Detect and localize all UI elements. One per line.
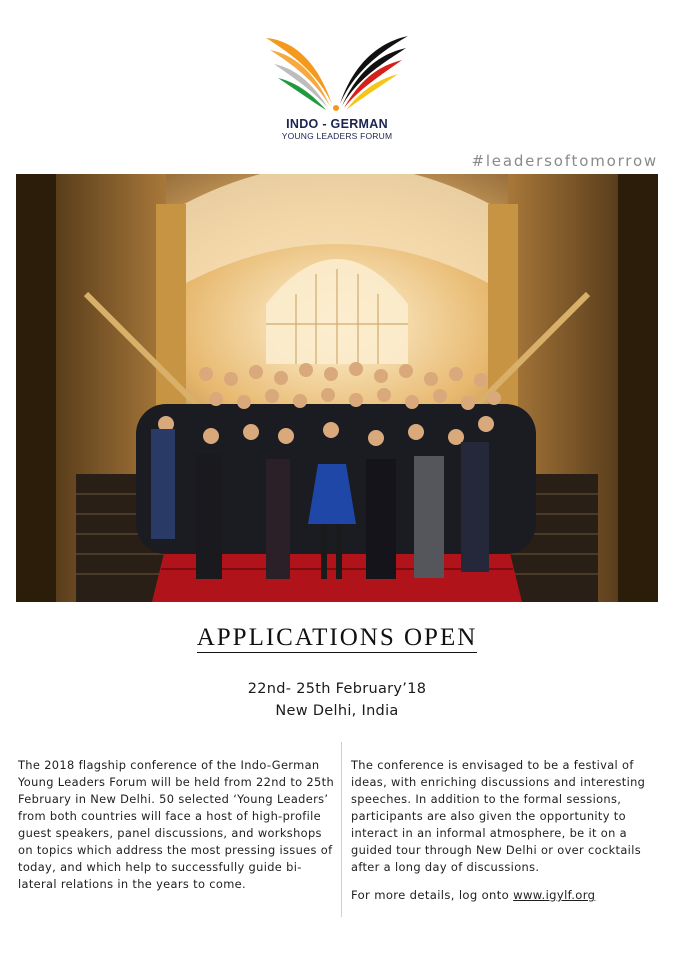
forum-logo (260, 30, 414, 140)
details-prefix: For more details, log onto (351, 888, 510, 902)
logo-title: INDO - GERMAN (286, 117, 388, 131)
column-divider (341, 742, 342, 917)
headline-text: APPLICATIONS OPEN (196, 624, 478, 651)
website-link[interactable]: www.igylf.org (513, 888, 596, 902)
headline (0, 624, 674, 652)
hashtag: #leadersoftomorrow (471, 152, 658, 170)
details-line (351, 888, 595, 902)
group-photo (16, 174, 658, 602)
body-right-paragraph: The conference is envisaged to be a festival of ideas, with enriching discussions and interesting speeches. In addition to the formal sessions, participants are also given the opportunity to interact in an informal atmosphere, be it on a guided tour through New Delhi or over cocktails after a long day of discussions. (351, 758, 646, 874)
event-location: New Delhi, India (275, 703, 399, 719)
logo-subtitle: YOUNG LEADERS FORUM (281, 131, 393, 141)
event-dates: 22nd- 25th February’18 (247, 681, 427, 697)
body-left-paragraph: The 2018 flagship conference of the Indo-German Young Leaders Forum will be held from 22nd to 25th February in New Delhi. 50 selected ‘Young Leaders’ from both countries will face a host of high-profile guest speakers, panel discussions, and workshops on topics which address the most pressing issues of today, and which help to successfully guide bi-lateral relations in the years to come. (18, 758, 335, 891)
wings-logo-icon (262, 32, 412, 116)
group-photo-icon (16, 174, 658, 602)
